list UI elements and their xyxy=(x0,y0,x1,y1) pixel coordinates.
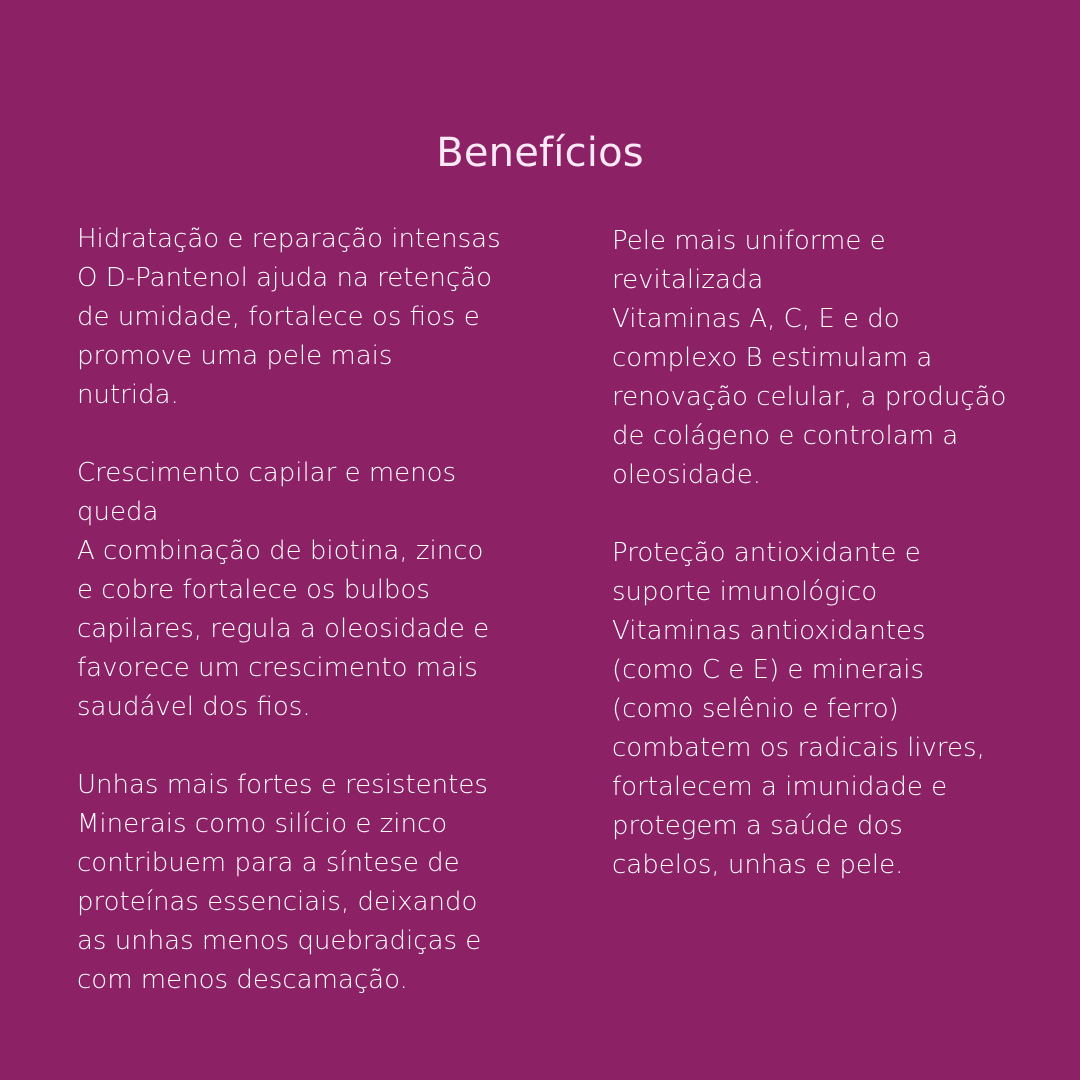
benefit-heading: Hidratação e reparação intensas xyxy=(77,224,501,254)
benefit-block xyxy=(77,454,502,727)
benefit-block xyxy=(612,534,1012,885)
benefit-heading: Crescimento capilar e menos queda xyxy=(77,458,457,527)
right-benefits-column xyxy=(612,222,1012,924)
benefit-description: A combinação de biotina, zinco e cobre fortalece os bulbos capilares, regula a oleosidade e favorece um crescimento mais saudável dos fios. xyxy=(77,536,490,722)
page-title: Benefícios xyxy=(436,129,644,176)
benefit-description: Vitaminas antioxidantes (como C e E) e minerais (como selênio e ferro) combatem os radicais livres, fortalecem a imunidade e protegem a saúde dos cabelos, unhas e pele. xyxy=(612,616,985,880)
benefit-block xyxy=(612,222,1012,495)
benefit-heading: Proteção antioxidante e suporte imunológico xyxy=(612,538,921,607)
benefit-description: Vitaminas A, C, E e do complexo B estimulam a renovação celular, a produção de colágeno e controlam a oleosidade. xyxy=(612,304,1007,490)
benefit-block xyxy=(77,220,502,415)
benefit-heading: Pele mais uniforme e revitalizada xyxy=(612,226,886,295)
benefit-heading: Unhas mais fortes e resistentes xyxy=(77,770,488,800)
benefit-description: O D-Pantenol ajuda na retenção de umidade, fortalece os fios e promove uma pele mais nutrida. xyxy=(77,263,493,410)
benefit-block xyxy=(77,766,502,1000)
benefit-description: Minerais como silício e zinco contribuem para a síntese de proteínas essenciais, deixando as unhas menos quebradiças e com menos descamação. xyxy=(77,809,482,995)
left-benefits-column xyxy=(77,220,502,1039)
